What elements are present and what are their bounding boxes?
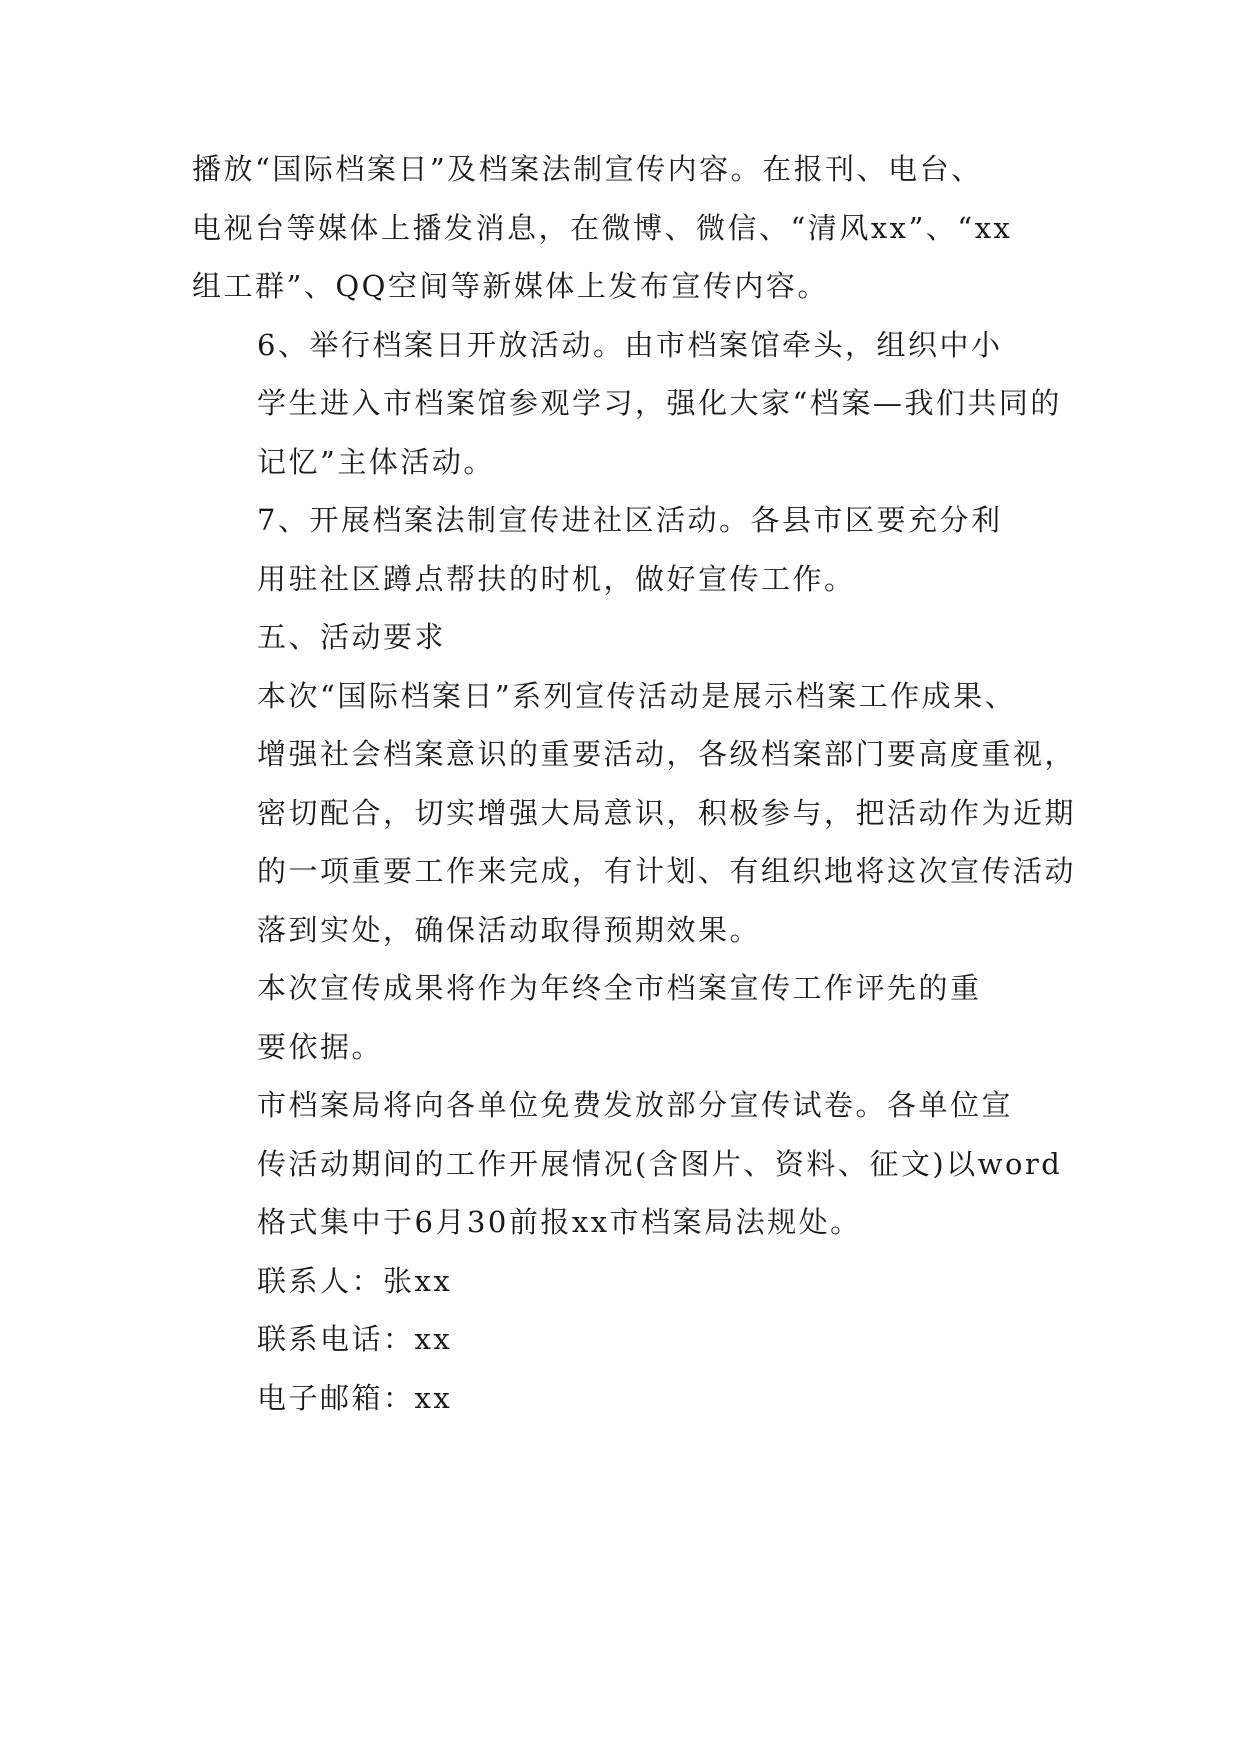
paragraph-broadcast-publicity [192,140,1031,316]
section-heading-requirements [192,608,1031,667]
paragraph-evaluation-basis [192,959,1031,1076]
text-line: 五、活动要求 [257,620,447,654]
text-line: 学生进入市档案馆参观学习，强化大家“档案—我们共同的 [257,386,1062,420]
text-line: 电子邮箱：xx [257,1380,453,1415]
text-line: 联系人：张xx [257,1263,453,1298]
paragraph-item-6-open-day [192,316,1062,492]
paragraph-submission-instructions [192,1076,1063,1252]
text-line: 6、举行档案日开放活动。由市档案馆牵头，组织中小 [257,327,1003,362]
contact-person [192,1252,1031,1311]
text-line: 本次“国际档案日”系列宣传活动是展示档案工作成果、 [257,678,1017,713]
text-line: 记忆”主体活动。 [257,444,495,479]
text-line: 传活动期间的工作开展情况(含图片、资料、征文)以word [257,1146,1063,1181]
text-line: 要依据。 [257,1029,384,1064]
text-line: 本次宣传成果将作为年终全市档案宣传工作评先的重 [257,971,982,1005]
text-line: 密切配合，切实增强大局意识，积极参与，把活动作为近期 [257,795,1077,830]
paragraph-item-7-community [192,491,1031,608]
text-line: 市档案局将向各单位免费发放部分宣传试卷。各单位宣 [257,1088,1014,1122]
text-line: 增强社会档案意识的重要活动，各级档案部门要高度重视， [257,737,1077,771]
text-line: 组工群”、QQ空间等新媒体上发布宣传内容。 [192,269,829,303]
text-line: 落到实处，确保活动取得预期效果。 [257,912,762,947]
text-line: 7、开展档案法制宣传进社区活动。各县市区要充分利 [257,503,1003,537]
contact-email [192,1369,1031,1428]
text-line: 用驻社区蹲点帮扶的时机，做好宣传工作。 [257,561,856,596]
text-line: 格式集中于6月30前报xx市档案局法规处。 [257,1205,862,1239]
text-line: 联系电话：xx [257,1322,453,1356]
paragraph-requirements-body [192,667,1077,960]
text-line: 的一项重要工作来完成，有计划、有组织地将这次宣传活动 [257,854,1077,888]
contact-phone [192,1310,1031,1369]
text-line: 播放“国际档案日”及档案法制宣传内容。在报刊、电台、 [192,152,983,186]
text-line: 电视台等媒体上播发消息，在微博、微信、“清风xx”、“xx [192,210,1013,245]
